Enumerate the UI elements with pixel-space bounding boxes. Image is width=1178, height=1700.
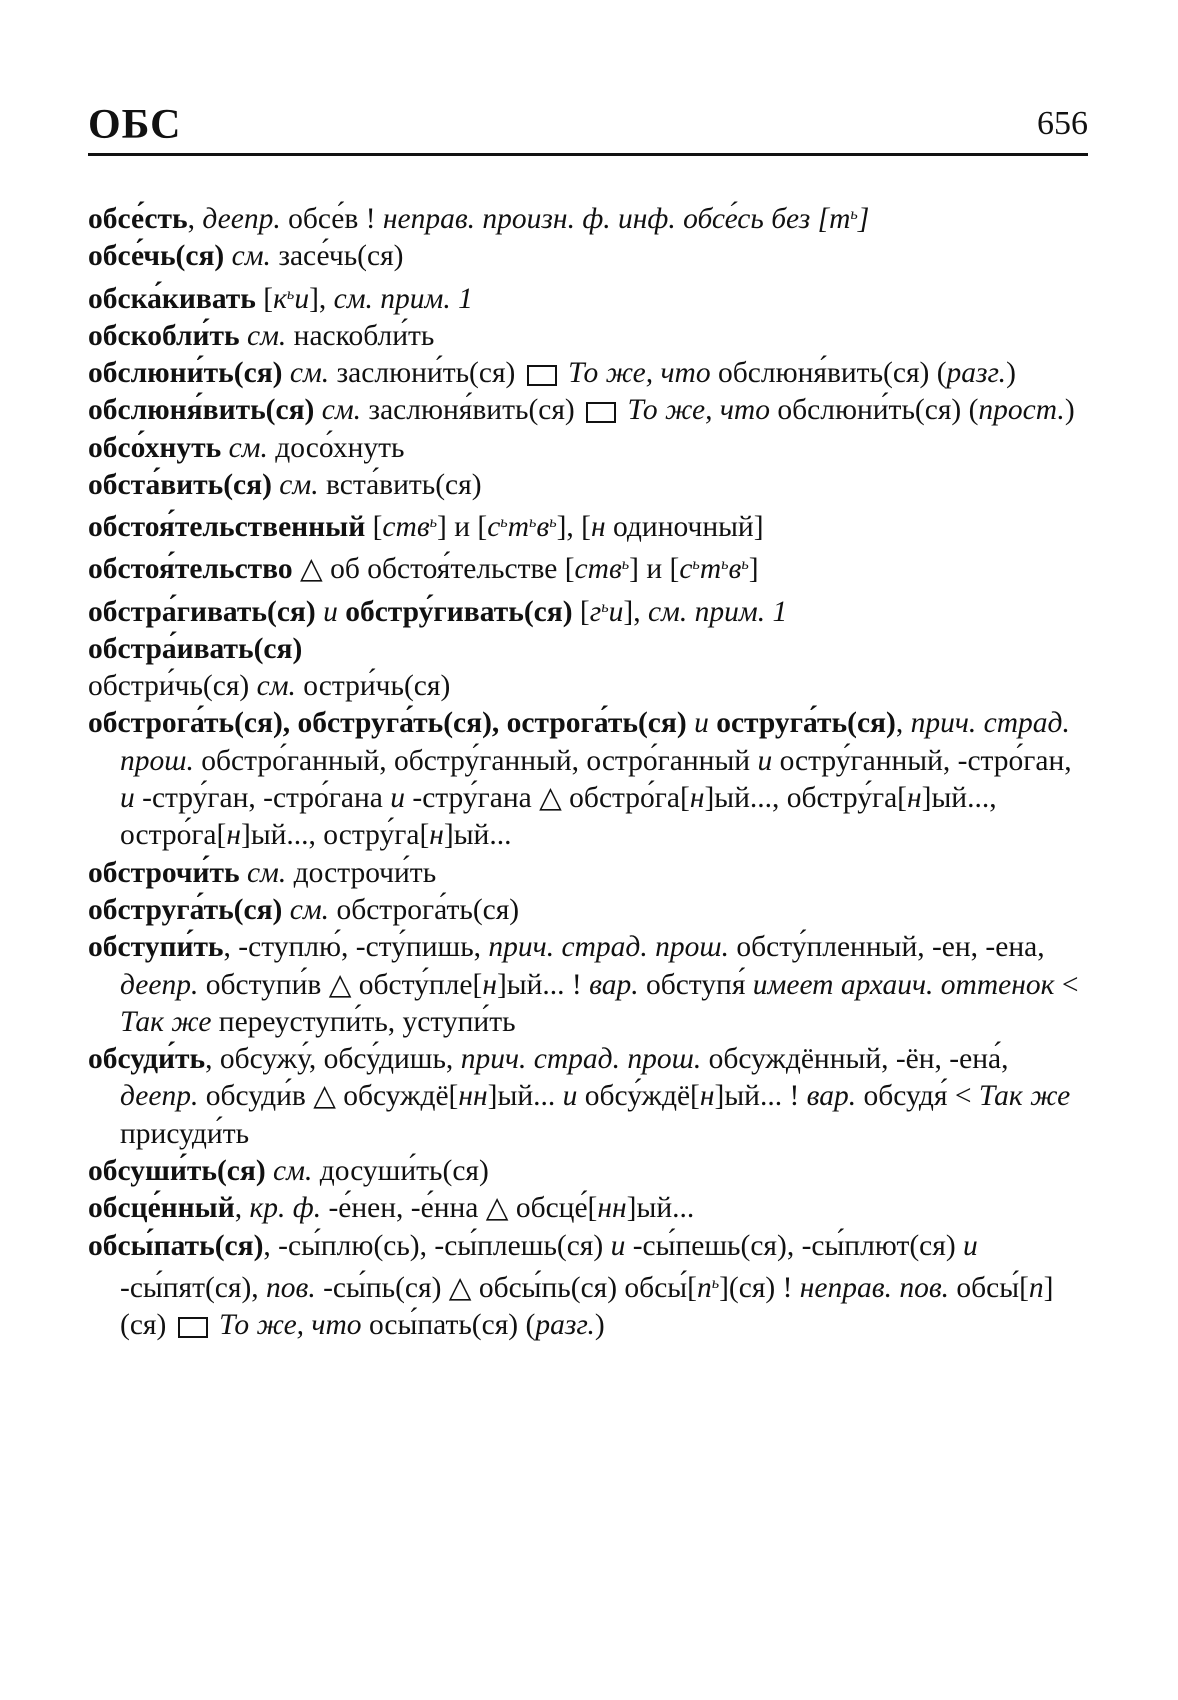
entry-label: То же, что	[568, 357, 711, 390]
entry-label: к	[273, 282, 287, 315]
entry-headword: обслюня́вить(ся)	[88, 394, 315, 427]
entries-list	[88, 196, 1088, 1344]
entry-text: заслюни́ть(ся)	[329, 357, 523, 390]
entry-label: см.	[246, 856, 287, 889]
entry-headword: обска́кивать	[88, 282, 256, 315]
entry-text	[221, 432, 228, 464]
entry-text: обступи́в △ обсту́пле[	[198, 968, 483, 1001]
dictionary-entry	[88, 196, 1088, 238]
entry-text: ]ый... !	[714, 1080, 807, 1113]
entry-label: и	[120, 782, 135, 815]
entry-text: осы́пать(ся) (	[361, 1309, 536, 1342]
entry-text: -сы́пят(ся),	[120, 1271, 267, 1304]
entry-headword: обста́вить(ся)	[88, 468, 272, 501]
entry-label: и	[963, 1229, 978, 1262]
entry-text: обсуждённый, -ён, -ена́,	[701, 1043, 1009, 1076]
entry-text: ]ый..., остру́га[	[241, 819, 430, 852]
entry-text: обступя́	[638, 968, 753, 1001]
entry-label: и	[610, 1229, 626, 1262]
entry-text: переуступи́ть, уступи́ть	[211, 1005, 516, 1038]
entry-text: [	[255, 282, 274, 315]
dictionary-entry	[88, 631, 1088, 668]
entry-text: ]ый...	[443, 819, 512, 852]
entry-label: нн	[597, 1192, 627, 1225]
box-icon	[586, 402, 616, 423]
entry-label: кр. ф.	[249, 1192, 322, 1225]
entry-label: неправ. произн. ф. инф. обсе́сь без [т	[382, 202, 851, 235]
entry-label: см.	[273, 1155, 313, 1188]
entry-text: ],	[623, 595, 648, 628]
entry-label: т	[699, 553, 722, 586]
entry-label: н	[482, 968, 497, 1001]
entry-label: и	[694, 707, 709, 740]
entry-text: ]ый... !	[496, 968, 590, 1001]
entry-label: Так же	[978, 1080, 1071, 1113]
entry-label: н	[907, 782, 922, 815]
entry-label: ь	[692, 555, 700, 574]
entry-text: ]ый..., обстру́га[	[704, 782, 907, 815]
box-icon	[178, 1317, 208, 1338]
dictionary-entry	[88, 355, 1088, 392]
entry-label: ь	[549, 513, 557, 532]
entry-text: ]ый...	[487, 1080, 563, 1113]
entry-headword: обсце́нный	[88, 1192, 235, 1225]
entry-text: ], [	[556, 511, 591, 544]
dictionary-page	[88, 95, 1088, 1685]
dictionary-entry	[88, 392, 1088, 429]
dictionary-entry	[88, 855, 1088, 892]
entry-label: и	[294, 282, 310, 315]
entry-text: досуши́ть(ся)	[312, 1155, 489, 1188]
entry-text: одиночный]	[605, 511, 764, 544]
entry-label: пов.	[266, 1271, 316, 1304]
entry-label: и	[757, 744, 773, 777]
entry-text: ] и [	[629, 553, 680, 586]
entry-headword: обсо́хнуть	[88, 431, 222, 464]
entry-text: ]	[748, 553, 759, 586]
entry-label: с	[487, 511, 501, 544]
entry-label: в	[728, 553, 742, 586]
entry-label: см. прим. 1	[647, 595, 788, 628]
entry-text: ]ый..., остро́га[	[120, 782, 997, 852]
entry-label: ь	[286, 284, 295, 303]
entry-label: ь	[850, 205, 858, 223]
entry-label: и	[323, 595, 338, 628]
entry-label: разг.	[946, 357, 1007, 390]
entry-text: ],	[309, 282, 334, 315]
entry-text: [	[572, 595, 590, 628]
entry-text	[282, 357, 289, 389]
dictionary-entry	[88, 1190, 1088, 1227]
entry-text: ] и [	[437, 511, 488, 544]
entry-text: )	[594, 1309, 605, 1342]
dictionary-entry	[88, 1153, 1088, 1190]
entry-label: в	[536, 511, 550, 544]
entry-label: н	[689, 782, 705, 815]
entry-headword: обстра́гивать(ся)	[88, 595, 316, 628]
entry-text	[314, 394, 321, 426]
dictionary-entry	[88, 1228, 1088, 1345]
entry-headword: обстрога́ть(ся), обструга́ть(ся), острога́ть(ся)	[88, 707, 687, 740]
entry-label: ств	[574, 553, 622, 586]
entry-text: засе́чь(ся)	[270, 240, 404, 273]
entry-label: неправ. пов.	[799, 1271, 950, 1304]
entry-label: и	[562, 1080, 578, 1113]
entry-label: нн	[458, 1080, 488, 1113]
entry-headword: обсе́сть	[88, 202, 188, 235]
entry-label: прич. страд. прош.	[460, 1043, 702, 1076]
entry-label: ь	[741, 555, 749, 574]
entry-text: )	[1006, 357, 1016, 390]
entry-label: ь	[601, 597, 609, 616]
entry-text: обстрога́ть(ся)	[329, 893, 520, 926]
entry-text: -сы́пь(ся) △ обсы́пь(ся) обсы́[	[315, 1271, 697, 1304]
entry-label: ]	[857, 202, 870, 235]
entry-label: прост.	[978, 394, 1065, 427]
entry-headword: обструга́ть(ся)	[88, 893, 283, 926]
entry-headword: обстру́гивать(ся)	[345, 595, 573, 628]
entry-headword: обстрочи́ть	[88, 856, 240, 889]
entry-label: н	[699, 1080, 715, 1113]
entry-label: см.	[231, 240, 271, 273]
entry-text: -стру́гана △ обстро́га[	[405, 782, 690, 815]
entry-text: ](ся) !	[719, 1271, 800, 1304]
entry-text	[266, 1155, 273, 1187]
entry-label: см.	[228, 431, 268, 464]
entry-text	[240, 857, 247, 889]
entry-text: ,	[895, 707, 911, 740]
entry-label: н	[226, 819, 241, 852]
entry-text: обстри́чь(ся)	[88, 670, 257, 703]
entry-text: досо́хнуть	[267, 431, 405, 464]
entry-label: см.	[289, 357, 330, 390]
entry-label: вар.	[589, 968, 639, 1001]
dictionary-entry	[88, 318, 1088, 355]
entry-label: н	[591, 511, 606, 544]
entry-label: деепр.	[202, 202, 281, 235]
entry-text: ](ся)	[120, 1271, 1054, 1342]
entry-text: -стру́ган, -стро́гана	[134, 782, 391, 815]
entry-label: ь	[500, 513, 508, 532]
entry-label: То же, что	[219, 1309, 362, 1342]
entry-text: -е́нен, -е́нна △ обсце́[	[321, 1192, 598, 1225]
entry-label: разг.	[535, 1309, 595, 1342]
dictionary-entry	[88, 238, 1088, 275]
entry-label: и	[390, 782, 406, 815]
entry-label: т	[507, 511, 529, 544]
entry-text: остру́ганный, -стро́ган,	[772, 744, 1072, 777]
entry-headword: обсуди́ть	[88, 1043, 206, 1076]
entry-label: прич. страд. прош.	[488, 931, 729, 964]
entry-label: ь	[429, 513, 438, 532]
entry-headword: обстра́ивать(ся)	[88, 632, 303, 665]
entry-text: дострочи́ть	[286, 856, 437, 889]
entry-label: деепр.	[120, 968, 199, 1001]
entry-label: п	[1028, 1271, 1044, 1304]
dictionary-entry	[88, 467, 1088, 504]
entry-text: обсы́[	[949, 1271, 1029, 1304]
entry-text	[224, 240, 231, 272]
entry-text: <	[1054, 968, 1079, 1001]
entry-label: см.	[256, 670, 296, 703]
entry-text	[240, 320, 247, 352]
running-headword: ОБС	[88, 102, 182, 148]
entry-text: )	[1064, 394, 1075, 427]
entry-headword: обступи́ть	[88, 931, 224, 964]
entry-label: деепр.	[120, 1080, 199, 1113]
entry-label: см.	[289, 893, 330, 926]
entry-text: ,	[234, 1192, 250, 1225]
entry-text: вста́вить(ся)	[318, 468, 482, 501]
entry-text: ,	[187, 202, 203, 235]
page-number: 656	[1037, 105, 1088, 142]
entry-label: см.	[321, 394, 362, 427]
entry-headword: обсуши́ть(ся)	[88, 1155, 266, 1188]
entry-label: с	[679, 553, 693, 586]
box-icon	[527, 365, 557, 386]
entry-label: см.	[246, 319, 287, 352]
entry-headword: обстоя́тельственный	[88, 511, 366, 544]
entry-headword: обслюни́ть(ся)	[88, 357, 283, 390]
entry-headword: обскобли́ть	[88, 319, 240, 352]
dictionary-entry	[88, 546, 1088, 588]
entry-text: обслюни́ть(ся) (	[770, 394, 979, 427]
entry-text: обсу́ждё[	[577, 1080, 700, 1113]
entry-label: имеет архаич. оттенок	[752, 968, 1055, 1001]
entry-text: [	[365, 511, 383, 544]
entry-headword: обсы́пать(ся)	[88, 1229, 264, 1262]
entry-text: △ об обстоя́тельстве [	[292, 553, 575, 586]
entry-label: н	[429, 819, 444, 852]
entry-text: -сы́пешь(ся), -сы́плют(ся)	[625, 1229, 964, 1262]
page-header	[88, 95, 1088, 156]
entry-headword: обстоя́тельство	[88, 553, 293, 586]
dictionary-entry	[88, 504, 1088, 546]
entry-label: см. прим. 1	[333, 282, 473, 315]
entry-text	[687, 707, 694, 739]
entry-text: обслюня́вить(ся) (	[710, 357, 947, 390]
entry-text: обсуди́в △ обсуждё[	[198, 1080, 459, 1113]
entry-text	[282, 894, 289, 926]
dictionary-entry	[88, 276, 1088, 318]
dictionary-entry	[88, 892, 1088, 929]
entry-label: и	[608, 595, 624, 628]
entry-text: , -сы́плю(сь), -сы́плешь(ся)	[263, 1229, 611, 1262]
entry-text: обсту́пленный, -ен, -ена,	[728, 931, 1045, 964]
entry-text: обстро́ганный, обстру́ганный, остро́ганный	[193, 744, 758, 777]
entry-text: ]ый...	[626, 1192, 695, 1225]
entry-label: вар.	[806, 1080, 857, 1113]
entry-text: обсудя́ <	[856, 1080, 979, 1113]
entry-label: ь	[621, 555, 630, 574]
entry-label: ств	[382, 511, 430, 544]
dictionary-entry	[88, 929, 1088, 1041]
dictionary-entry	[88, 430, 1088, 467]
entry-text: , -ступлю́, -сту́пишь,	[223, 931, 489, 964]
entry-label: ь	[529, 513, 537, 532]
entry-text: обсе́в !	[280, 202, 383, 235]
dictionary-entry	[88, 705, 1088, 854]
entry-label: ь	[711, 1273, 720, 1292]
entry-headword: оструга́ть(ся)	[716, 707, 896, 740]
entry-label: То же, что	[627, 394, 770, 427]
entry-text: присуди́ть	[120, 1117, 250, 1150]
dictionary-entry	[88, 668, 1088, 705]
entry-text: , обсужу́, обсу́дишь,	[205, 1043, 461, 1076]
entry-text: наскобли́ть	[286, 319, 435, 352]
entry-text: заслюня́вить(ся)	[361, 394, 583, 427]
entry-headword: обсе́чь(ся)	[88, 240, 225, 273]
entry-label: Так же	[120, 1005, 212, 1038]
dictionary-entry	[88, 589, 1088, 631]
entry-label: г	[589, 595, 602, 628]
dictionary-entry	[88, 1041, 1088, 1153]
entry-text	[620, 394, 627, 426]
entry-label: ь	[721, 555, 729, 574]
entry-label: прич. страд. прош.	[120, 707, 1070, 777]
entry-label: см.	[279, 468, 319, 501]
entry-text: остри́чь(ся)	[295, 670, 451, 703]
entry-text	[316, 596, 323, 628]
entry-label: п	[696, 1271, 712, 1304]
entry-text	[212, 1309, 219, 1341]
